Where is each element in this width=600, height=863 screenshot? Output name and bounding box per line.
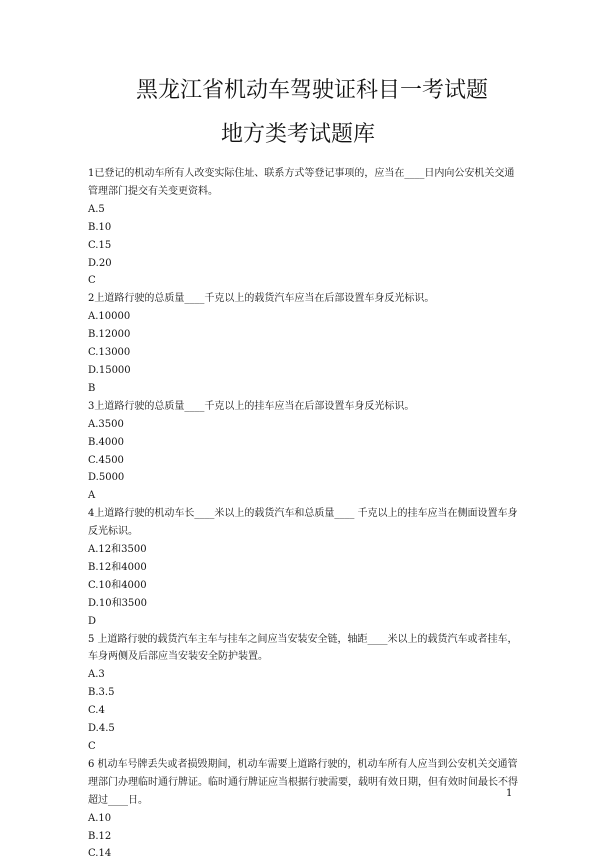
question-stem: 4上道路行驶的机动车长____米以上的载货汽车和总质量____ 千克以上的挂车应当在侧面设置车身反光标识。 (88, 508, 518, 538)
answer-option: B.3.5 (88, 687, 115, 699)
answer-option: C.15 (88, 239, 112, 251)
correct-answer: A (88, 490, 96, 502)
answer-option: C.4500 (88, 454, 124, 466)
answer-option: D.15000 (88, 364, 131, 376)
question-list (88, 165, 520, 863)
answer-option: A.12和3500 (88, 544, 147, 556)
answer-option: A.3 (88, 669, 105, 681)
answer-option: A.10000 (88, 311, 131, 323)
question-block (88, 756, 520, 863)
answer-option: C.4 (88, 705, 105, 717)
question-stem: 5 上道路行驶的载货汽车主车与挂车之间应当安装安全链，轴距____米以上的载货汽车或者挂车，车身两侧及后部应当安装安全防护装置。 (88, 633, 518, 663)
question-stem: 3上道路行驶的总质量____千克以上的挂车应当在后部设置车身反光标识。 (88, 400, 415, 412)
question-block (88, 290, 520, 397)
correct-answer: C (88, 741, 96, 752)
correct-answer: D (88, 615, 97, 627)
answer-option: B.12 (88, 830, 112, 842)
answer-option: D.5000 (88, 472, 125, 484)
answer-option: A.3500 (88, 418, 124, 430)
question-block (88, 165, 520, 290)
answer-option: C.14 (88, 848, 112, 860)
question-block (88, 631, 520, 756)
question-stem: 2上道路行驶的总质量____千克以上的载货汽车应当在后部设置车身反光标识。 (88, 293, 435, 305)
answer-option: D.10和3500 (88, 597, 148, 609)
document-title: 黑龙江省机动车驾驶证科目一考试题 (135, 78, 488, 103)
answer-option: B.12000 (88, 329, 131, 341)
correct-answer: B (88, 382, 96, 394)
answer-option: A.5 (88, 203, 105, 215)
question-block (88, 505, 520, 630)
question-stem: 6 机动车号牌丢失或者损毁期间，机动车需要上道路行驶的，机动车所有人应当到公安机关交通管理部门办理临时通行牌证。临时通行牌证应当根据行驶需要，载明有效日期，但有效时间最长不得超过____日。 (88, 758, 518, 806)
answer-option: B.4000 (88, 436, 124, 448)
correct-answer: C (88, 275, 96, 287)
question-stem: 1已登记的机动车所有人改变实际住址、联系方式等登记事项的，应当在____日内向公安机关交通管理部门提交有关变更资料。 (88, 168, 515, 197)
answer-option: B.12和4000 (88, 561, 147, 573)
answer-option: C.13000 (88, 347, 131, 359)
document-subtitle: 地方类考试题库 (220, 122, 375, 147)
answer-option: C.10和4000 (88, 579, 147, 591)
answer-option: D.4.5 (88, 723, 115, 735)
question-block (88, 398, 520, 505)
answer-option: D.20 (88, 257, 112, 269)
answer-option: A.10 (88, 812, 112, 824)
answer-option: B.10 (88, 221, 112, 233)
page-number: 1 (506, 788, 513, 799)
